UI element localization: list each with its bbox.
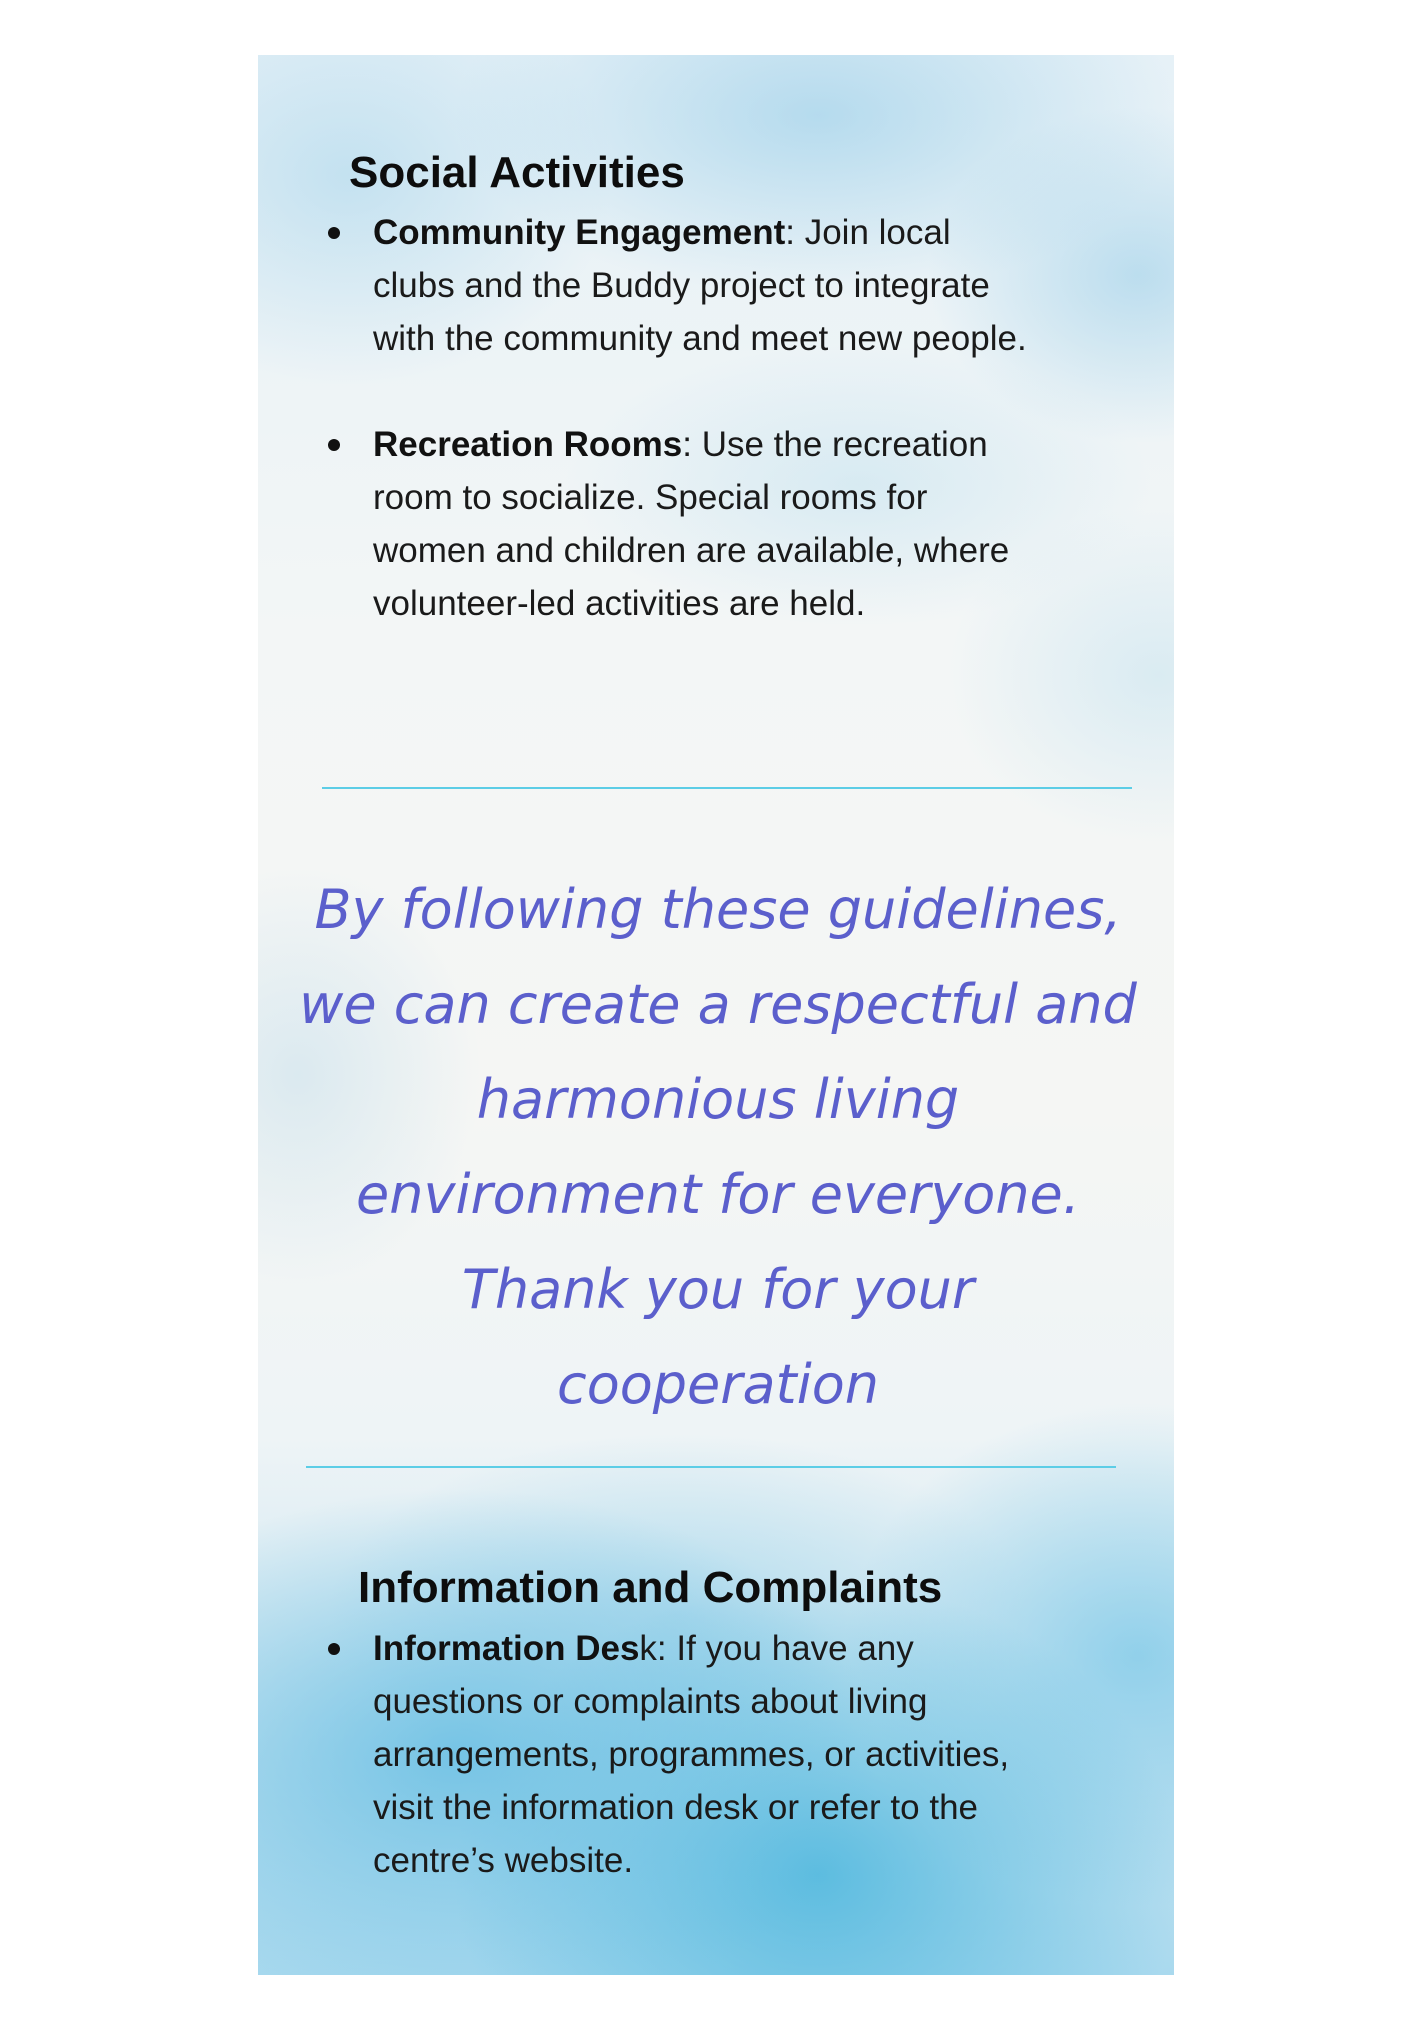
bullet-icon (328, 1643, 340, 1655)
item-description: k: If you have any questions or complaints about living arrangements, programmes, or activities, visit the information desk or refer to the centre’s website. (373, 1629, 1010, 1880)
information-complaints-heading: Information and Complaints (358, 1563, 943, 1612)
item-term: Recreation Rooms (373, 425, 683, 464)
social-activities-list (301, 206, 1031, 630)
closing-message: By following these guidelines, we can create a respectful and harmonious living environment for everyone. Thank you for your cooperation (299, 878, 1137, 1416)
divider-top (322, 787, 1132, 789)
list-item-recreation-rooms (301, 418, 1031, 630)
list-item-community-engagement (301, 206, 1031, 365)
item-term: Information Des (373, 1629, 640, 1668)
divider-bottom (306, 1466, 1116, 1468)
item-term: Community Engagement (373, 213, 786, 252)
bullet-icon (328, 227, 340, 239)
bullet-icon (328, 439, 340, 451)
list-item-information-desk (301, 1622, 1061, 1887)
item-description: : Use the recreation room to socialize. Special rooms for women and children are available, where volunteer-led activities are held. (373, 425, 1010, 623)
social-activities-heading: Social Activities (349, 148, 685, 197)
information-complaints-list (301, 1622, 1061, 1887)
flyer-panel (258, 55, 1174, 1975)
item-description: : Join local clubs and the Buddy project to integrate with the community and meet new people. (373, 213, 1027, 358)
